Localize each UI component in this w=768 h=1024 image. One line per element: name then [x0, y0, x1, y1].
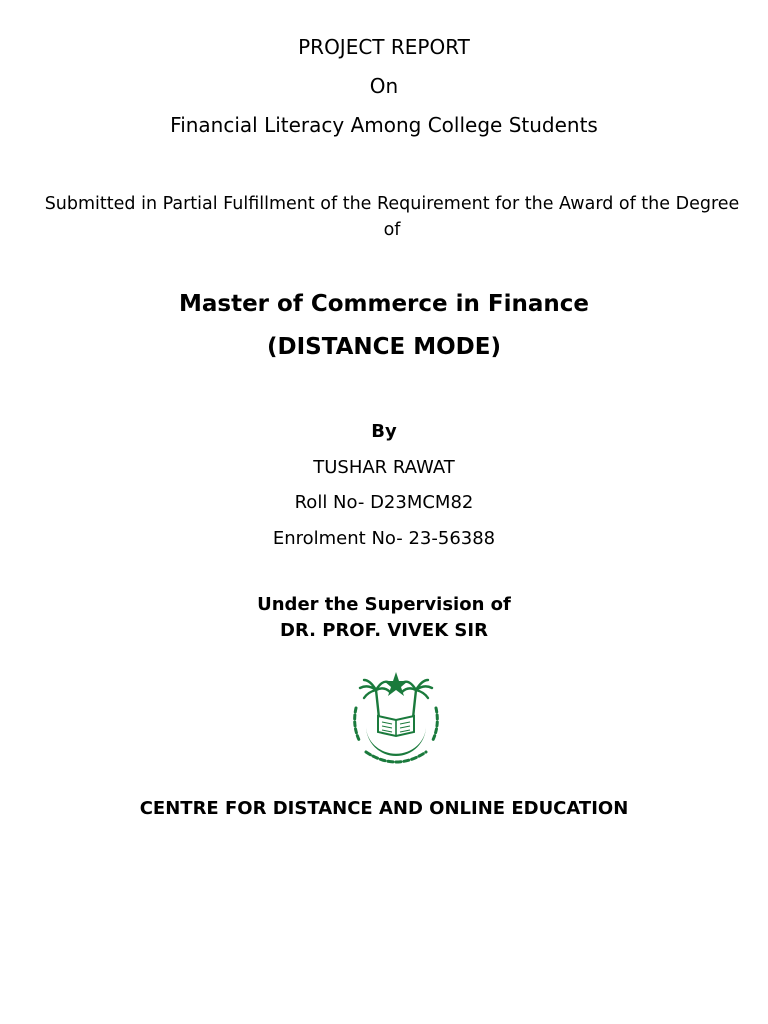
supervision-label: Under the Supervision of: [257, 594, 511, 615]
on-label: On: [369, 74, 399, 98]
enrolment-number: Enrolment No- 23-56388: [272, 528, 496, 549]
institution-name: CENTRE FOR DISTANCE AND ONLINE EDUCATION: [139, 798, 629, 819]
supervisor-name: DR. PROF. VIVEK SIR: [280, 620, 488, 641]
author-name: TUSHAR RAWAT: [313, 457, 455, 478]
by-label: By: [371, 421, 397, 442]
submission-statement: Submitted in Partial Fulfillment of the Requirement for the Award of the Degree of: [44, 194, 740, 240]
report-label: PROJECT REPORT: [298, 35, 470, 59]
report-title: Financial Literacy Among College Students: [170, 113, 598, 137]
degree-name: Master of Commerce in Finance: [178, 291, 589, 317]
university-seal-icon: [344, 668, 448, 772]
degree-mode: (DISTANCE MODE): [266, 334, 502, 360]
roll-number: Roll No- D23MCM82: [294, 492, 474, 513]
